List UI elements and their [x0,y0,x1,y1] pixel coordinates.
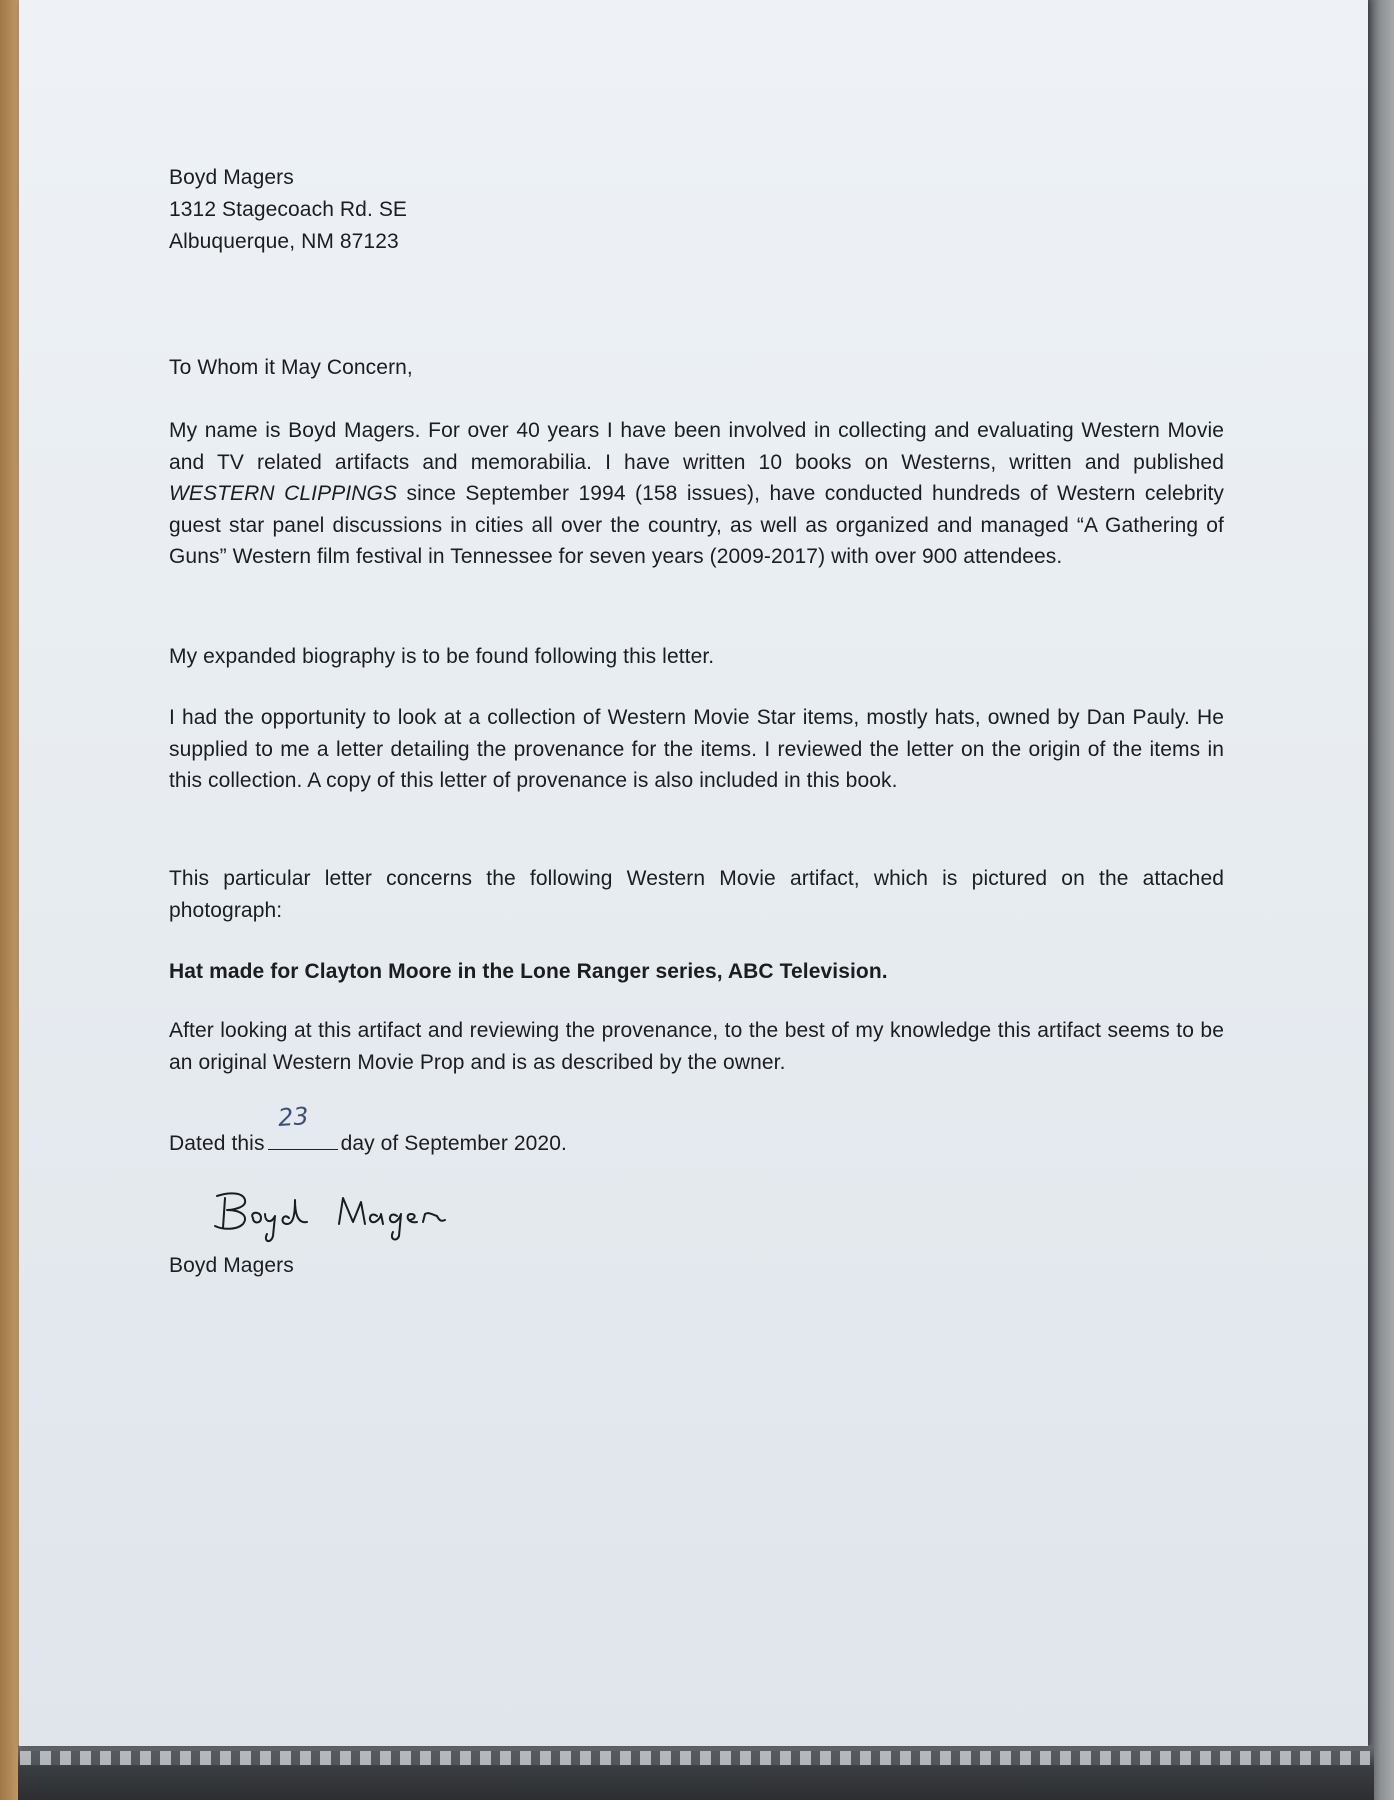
paragraph-intro-part1: My name is Boyd Magers. For over 40 years I have been involved in collecting and evaluating Western Movie and TV related artifacts and memorabilia. I have written 10 books on Westerns, written and published [169,419,1224,474]
sender-street: 1312 Stagecoach Rd. SE [169,198,408,221]
publication-title: WESTERN CLIPPINGS [169,482,398,505]
paragraph-intro [169,415,1224,573]
sender-name: Boyd Magers [169,166,294,189]
paragraph-biography: My expanded biography is to be found following this letter. [169,645,715,668]
dated-line [169,1101,1224,1156]
handwritten-signature [209,1178,499,1248]
day-blank [268,1101,338,1150]
artifact-description: Hat made for Clayton Moore in the Lone Ranger series, ABC Television. [169,960,888,983]
sender-address [169,162,1224,258]
paragraph-collection: I had the opportunity to look at a collection of Western Movie Star items, mostly hats, owned by Dan Pauly. He supplied to me a letter detailing the provenance for the items. I reviewed the letter on the origin of the items in this collection. A copy of this letter of provenance is also included in this book. [169,706,1224,792]
paragraph-intro-part2: since September 1994 (158 issues), have conducted hundreds of Western celebrity guest star panel discussions in cities all over the country, as well as organized and managed “A Gathering of Guns” Western film festival in Tennessee for seven years (2009-2017) with over 900 attendees. [169,482,1224,568]
paragraph-artifact-intro: This particular letter concerns the following Western Movie artifact, which is pictured on the attached photograph: [169,867,1224,922]
dated-suffix: day of September 2020. [340,1132,567,1155]
greeting: To Whom it May Concern, [169,356,413,379]
letter-page [19,0,1368,1746]
dated-prefix: Dated this [169,1132,265,1155]
handwritten-day: 23 [276,1101,310,1133]
desk-background [0,0,20,1800]
paragraph-conclusion: After looking at this artifact and reviewing the provenance, to the best of my knowledge this artifact seems to be an original Western Movie Prop and is as described by the owner. [169,1019,1224,1074]
sender-city: Albuquerque, NM 87123 [169,230,399,253]
binder-holes [20,1751,1370,1765]
signed-name: Boyd Magers [169,1254,294,1277]
